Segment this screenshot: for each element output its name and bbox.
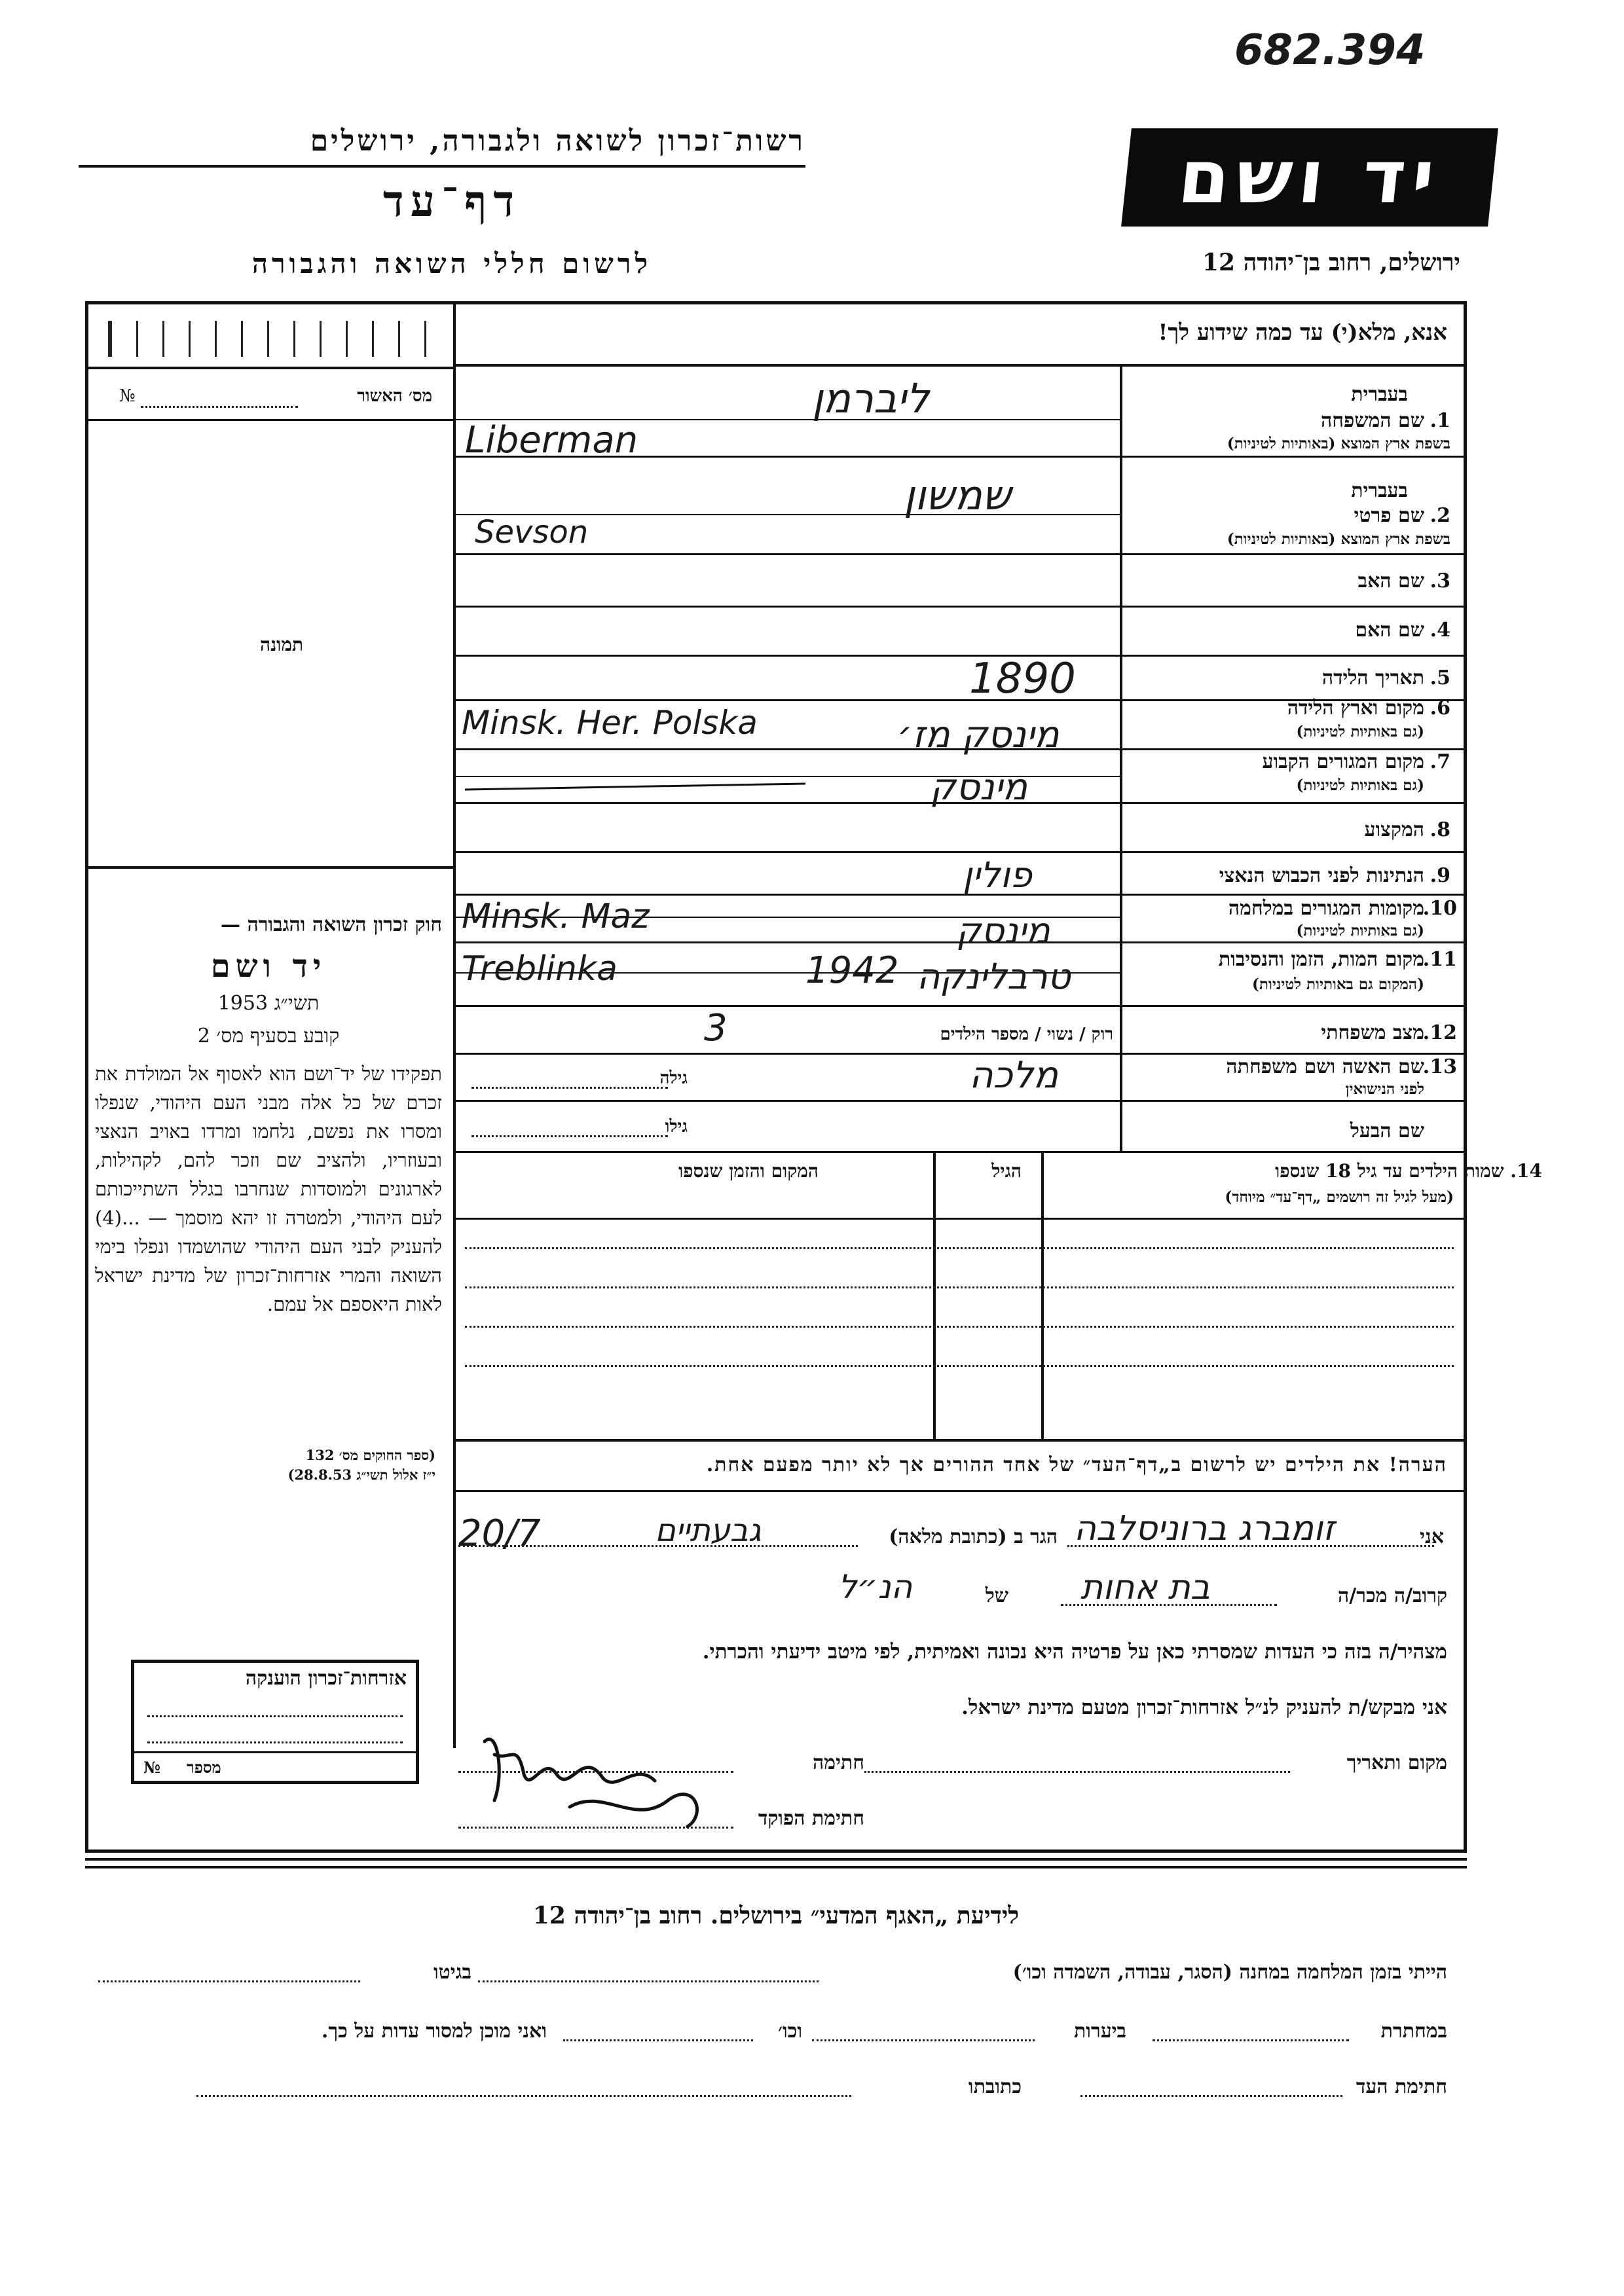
forest-field[interactable]	[812, 2039, 1035, 2041]
hw-relation: בת אחות	[1080, 1568, 1210, 1607]
field-3-num: 3.	[1430, 570, 1450, 592]
field-6-num: 6.	[1430, 697, 1450, 720]
note-line	[453, 1490, 1467, 1492]
header-ruler-line	[88, 367, 453, 369]
file-number: 682.394	[1234, 26, 1426, 75]
field-12-num: 12.	[1422, 1021, 1457, 1044]
law-ref-2: י״ז אלול תשי״ג 28.8.53)	[287, 1467, 435, 1483]
field-10-sub: (גם באותיות לטיניות)	[1296, 922, 1424, 939]
field-10-num: 10.	[1422, 897, 1457, 920]
label-column-divider	[1120, 367, 1122, 1152]
hw-birthplace-latin: Minsk. Her. Polska	[462, 704, 758, 742]
children-age-col: הגיל	[991, 1160, 1022, 1182]
field-7-label: מקום המגורים הקבוע	[1262, 750, 1424, 773]
children-row[interactable]	[465, 1247, 1454, 1249]
footer-line1b: בגיטו	[433, 1961, 471, 1984]
witness-address-footer-field[interactable]	[196, 2095, 851, 2097]
hw-witness-address: גבעתיים	[655, 1512, 762, 1549]
approval-label: מס׳ האשור	[357, 386, 432, 406]
hw-birth-year: 1890	[969, 655, 1076, 703]
field-3-label: שם האב	[1357, 570, 1424, 592]
field-5-label: תאריך הלידה	[1321, 666, 1424, 689]
photo-label: תמונה	[259, 634, 304, 655]
footer-line2a: במחתרת	[1380, 2020, 1447, 2043]
row-sep	[453, 1005, 1467, 1007]
number-sign: №	[119, 386, 136, 406]
law-ref-1: (ספר החוקים מס׳ 132	[305, 1447, 435, 1463]
instruction-line	[453, 364, 1467, 367]
approval-number-field[interactable]	[111, 386, 432, 412]
law-clause: קובע בסעיף מס׳ 2	[197, 1025, 340, 1048]
children-row[interactable]	[465, 1286, 1454, 1288]
note: הערה! את הילדים יש לרשום ב„דף־העד״ של אחד ההורים אך לא יותר מפעם אחת.	[706, 1453, 1447, 1476]
field-13-sub: לפני הנישואין	[1345, 1080, 1424, 1098]
age-label-husband: גילו	[665, 1117, 688, 1137]
footer-line3a: חתימת העד	[1356, 2075, 1447, 2098]
form-purpose: לרשום חללי השואה והגבורה	[251, 247, 652, 280]
authority-name: רשות־זכרון לשואה ולגבורה, ירושלים	[310, 124, 805, 158]
decl-i: אני	[1420, 1525, 1444, 1548]
logo-text: יד ושם	[1174, 135, 1445, 220]
hw-wartime-hebrew: מינסק	[956, 910, 1050, 951]
footer-line2c: וכו׳	[778, 2020, 802, 2043]
citizenship-number-label: מספר	[187, 1758, 221, 1777]
decl-official-signature: חתימת הפוקד	[758, 1807, 864, 1830]
hw-firstname-latin: Sevson	[475, 514, 589, 551]
ghetto-field[interactable]	[98, 1980, 360, 1982]
field-13-num: 13.	[1422, 1055, 1457, 1078]
footer-line2b: ביערות	[1073, 2020, 1126, 2043]
decl-relative: קרוב/ה מכר/ה	[1338, 1584, 1447, 1607]
field-5-num: 5.	[1430, 666, 1450, 689]
hebrew-label-1: בעברית	[1351, 383, 1408, 406]
field-8-num: 8.	[1430, 818, 1450, 841]
decl-request: אני מבקש/ת להעניק לנ״ל אזרחות־זכרון מטעם מדינת ישראל.	[961, 1696, 1447, 1719]
hw-death-place-latin: Treblinka	[462, 949, 618, 989]
field-7-num: 7.	[1430, 750, 1450, 773]
footer-line3b: כתובתו	[968, 2075, 1022, 2098]
hw-surname-hebrew: ליברמן	[812, 374, 929, 422]
field-4-num: 4.	[1430, 619, 1450, 642]
citizenship-box-title: אזרחות־זכרון הוענקה	[245, 1667, 407, 1690]
decl-place-date: מקום ותאריך	[1346, 1751, 1447, 1774]
husband-age-field[interactable]	[471, 1135, 668, 1137]
field-10-label: מקומות המגורים במלחמה	[1228, 897, 1424, 920]
footer-sep-1	[85, 1858, 1467, 1861]
field-9-num: 9.	[1430, 864, 1450, 887]
footer-sep-2	[85, 1866, 1467, 1868]
underground-field[interactable]	[1153, 2039, 1349, 2041]
law-text: תפקידו של יד־ושם הוא לאסוף אל המולדת את זכרם של כל אלה מבני העם היהודי, שנפלו ומסרו את נפשם, נלחמו ומרדו באויב הנאצי ובעוזריו, ולהציב שם וזכר להם, לקהילות, לארגונים ולמוסדות שנחרבו בגלל השתייכותם לעם היהודי, ולמטרה זו יהא מוסמך — ...(4) להעניק לבני העם היהודי שהושמדו ונפלו בימי השואה והמרי אזרחות־זכרון של מדינת ישראל לאות היאספם אל עמם.	[95, 1063, 442, 1315]
hw-children-count: 3	[704, 1007, 728, 1049]
number-sign: №	[143, 1758, 161, 1777]
hw-wife-name: מלכה	[969, 1054, 1059, 1097]
law-title: חוק זכרון השואה והגבורה —	[221, 913, 442, 936]
field-13-label: שם האשה ושם משפחתה	[1226, 1055, 1424, 1078]
header-ruler	[88, 304, 453, 367]
marital-options: רוק / נשוי / מספר הילדים	[940, 1025, 1113, 1044]
hw-citizenship: פולין	[963, 854, 1032, 896]
camp-field[interactable]	[478, 1980, 819, 1982]
wife-age-field[interactable]	[471, 1087, 668, 1089]
row-sep	[453, 553, 1467, 555]
field-11-label: מקום המות, הזמן והנסיבות	[1218, 948, 1424, 971]
field-1-num: 1.	[1430, 409, 1450, 432]
hw-residence-hebrew: מינסק	[930, 766, 1028, 809]
hw-death-place-hebrew: טרבלינקה	[917, 956, 1071, 997]
field-1-label: שם המשפחה	[1320, 409, 1424, 432]
place-date-field[interactable]	[864, 1771, 1290, 1773]
left-panel-divider	[453, 301, 456, 1748]
field-2-label: שם פרטי	[1354, 504, 1424, 527]
field-9-label: הנתינות לפני הכבוש הנאצי	[1219, 864, 1424, 887]
children-bottom-line	[453, 1439, 1467, 1442]
field-11-num: 11.	[1422, 948, 1457, 971]
row-sep	[453, 655, 1467, 657]
row-sep	[453, 1100, 1467, 1102]
law-name: יד ושם	[210, 948, 327, 985]
children-place-col: המקום והזמן שנספו	[678, 1160, 819, 1182]
hw-firstname-hebrew: שמשון	[904, 471, 1011, 519]
row-sep	[453, 894, 1467, 896]
decl-statement: מצהיר/ה בזה כי העדות שמסרתי כאן על פרטיה היא נכונה ואמיתית, לפי מיטב ידיעתי והכרתי.	[702, 1640, 1447, 1664]
field-7-sub: (גם באותיות לטיניות)	[1296, 776, 1424, 794]
footer-line1a: הייתי בזמן המלחמה במחנה (הסגר, עבודה, השמדה וכו׳)	[1012, 1961, 1447, 1984]
children-heading: 14. שמות הילדים עד גיל 18 שנספו	[1275, 1160, 1542, 1182]
hw-witness-address-number: 20/7	[458, 1512, 541, 1555]
field-1-sub: בשפת ארץ המוצא (באותיות לטיניות)	[1227, 435, 1450, 452]
decl-residing: הגר ב (כתובת מלאה)	[889, 1525, 1058, 1548]
hw-surname-latin: Liberman	[465, 419, 638, 462]
signature-scribble	[471, 1715, 747, 1833]
hw-birthplace-hebrew: מינסק מז׳	[897, 714, 1060, 756]
children-header-line	[453, 1218, 1467, 1220]
children-sub: (מעל לגיל זה רושמים „דף־עד״ מיוחד)	[1225, 1188, 1454, 1206]
field-12-label: מצב משפחתי	[1321, 1021, 1424, 1044]
decl-of: של	[985, 1584, 1008, 1607]
authority-underline	[79, 165, 805, 168]
children-row[interactable]	[465, 1326, 1454, 1328]
decl-signature: חתימה	[813, 1751, 864, 1774]
field-4-label: שם האם	[1355, 619, 1424, 642]
hw-death-year: 1942	[805, 949, 899, 992]
children-col-div-1	[1041, 1151, 1044, 1439]
field-2-sub: בשפת ארץ המוצא (באותיות לטיניות)	[1227, 530, 1450, 548]
footer-title: לידיעת „האגף המדעי״ בירושלים. רחוב בן־יהודה 12	[532, 1902, 1020, 1929]
field-11-sub: (המקום גם באותיות לטיניות)	[1252, 975, 1424, 993]
hebrew-label-2: בעברית	[1351, 479, 1408, 502]
field-2-num: 2.	[1430, 504, 1450, 527]
children-row[interactable]	[465, 1365, 1454, 1367]
row-sep	[453, 1151, 1467, 1153]
etc-field[interactable]	[563, 2039, 753, 2041]
children-col-div-2	[933, 1151, 936, 1439]
row-sep	[453, 1053, 1467, 1055]
yad-vashem-logo	[1121, 128, 1498, 227]
citizenship-box	[131, 1660, 419, 1784]
hw-witness-name: זומברג ברוניסלבה	[1074, 1509, 1335, 1548]
husband-label: שם הבעל	[1350, 1120, 1424, 1142]
age-label-wife: גילה	[659, 1068, 688, 1088]
hw-relation-of: הנ״ל	[838, 1568, 913, 1606]
witness-signature-field[interactable]	[1080, 2095, 1342, 2097]
field-6-label: מקום וארץ הלידה	[1287, 697, 1424, 720]
law-year: תשי״ג 1953	[217, 992, 320, 1015]
form-title: דף־עד	[382, 175, 521, 227]
instruction: אנא, מלא(י) עד כמה שידוע לך!	[1158, 319, 1447, 346]
address: ירושלים, רחוב בן־יהודה 12	[1202, 249, 1460, 276]
footer-line2d: ואני מוכן למסור עדות על כך.	[321, 2020, 547, 2043]
field-6-sub: (גם באותיות לטיניות)	[1296, 723, 1424, 740]
hw-wartime-latin: Minsk. Maz	[462, 897, 650, 936]
row-sep	[453, 606, 1467, 608]
field-8-label: המקצוע	[1364, 818, 1424, 841]
row-sep	[453, 851, 1467, 853]
